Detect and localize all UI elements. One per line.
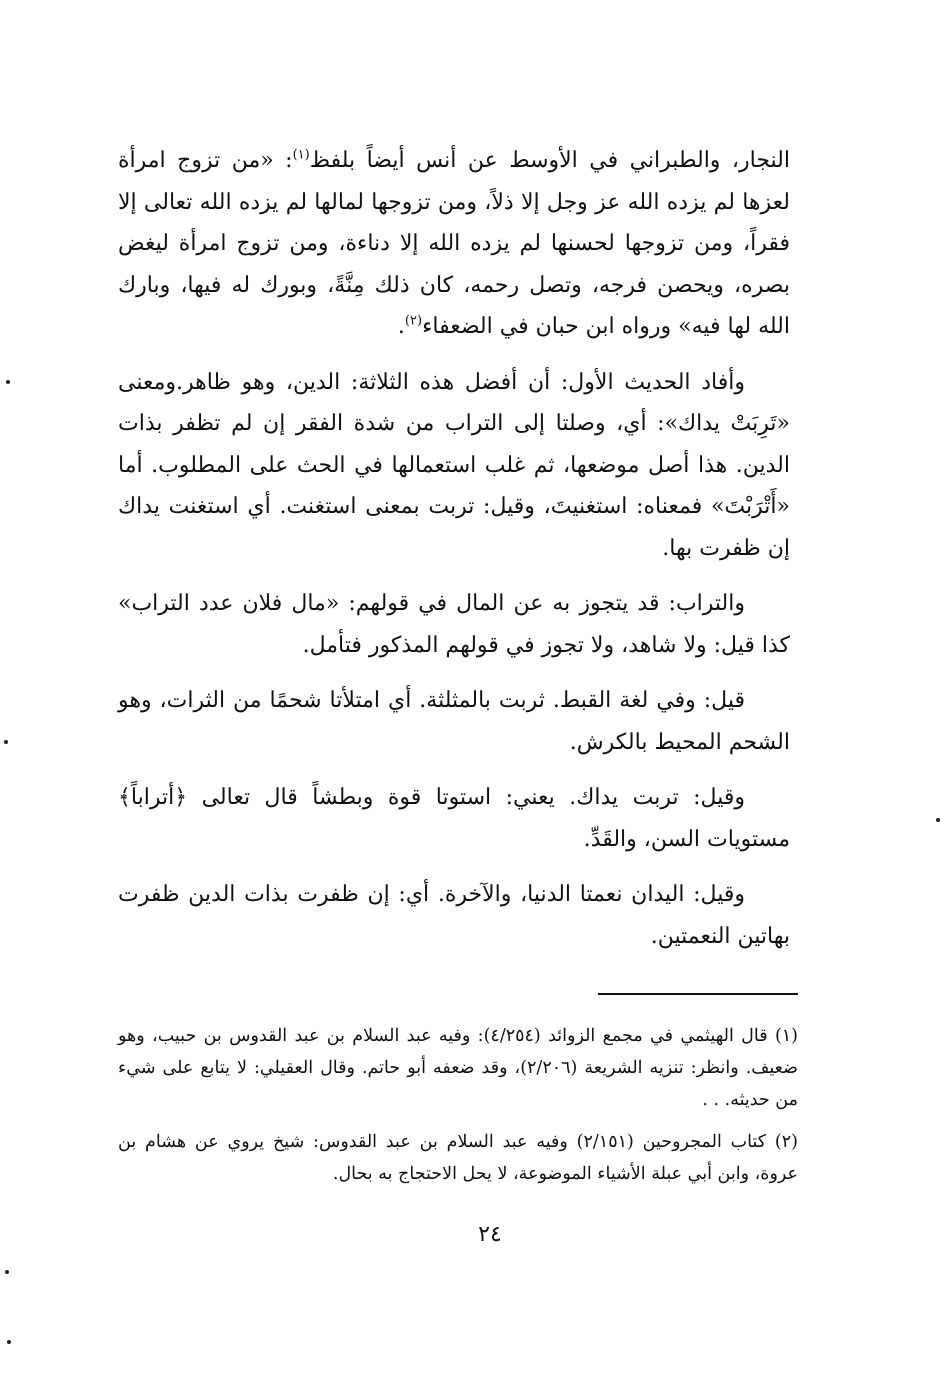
paragraph-1-text-b: : «من تزوج امرأة لعزها لم يزده الله عز وجل إلا ذلاً، ومن تزوجها لمالها لم يزده الله تعالى إلا فقراً، ومن تزوجها لحسنها لم يزده الله إلا دناءة، ومن تزوج امرأة ليغض بصره، ويحصن فرجه، وتصل رحمه، كان ذلك مِنَّةً، وبورك له فيها، وبارك الله لها فيه» ورواه ابن حبان في الضعفاء [118, 148, 790, 339]
footnote-2-number: (٢) [774, 1132, 798, 1152]
paragraph-4: قيل: وفي لغة القبط. ثربت بالمثلثة. أي امتلأتا شحمًا من الثرات، وهو الشحم المحيط بالكرش. [118, 688, 790, 755]
footnote-1-text: قال الهيثمي في مجمع الزوائد (٤/٢٥٤): وفيه عبد السلام بن عبد القدوس بن حبيب، وهو ضعيف. وانظر: تنزيه الشريعة (٢/٢٠٦)، وقد ضعفه أبو حاتم. وقال العقيلي: لا يتابع على شيء من حديثه. . . [118, 1026, 798, 1110]
footnote-1-number: (١) [774, 1026, 798, 1046]
paragraph-1-text-end: . [397, 314, 405, 339]
footnote-2 [118, 1126, 798, 1190]
paragraph-1-text-a: النجار، والطبراني في الأوسط عن أنس أيضاً بلفظ [309, 148, 790, 173]
scan-speck [6, 380, 10, 384]
main-text [118, 140, 790, 957]
footnotes [118, 1020, 798, 1200]
page-number: ٢٤ [478, 1222, 502, 1247]
scan-speck [4, 740, 8, 744]
footnote-separator [598, 993, 798, 995]
paragraph-6: وقيل: اليدان نعمتا الدنيا، والآخرة. أي: إن ظفرت بذات الدين ظفرت بهاتين النعمتين. [118, 882, 790, 949]
footnote-1 [118, 1020, 798, 1116]
scan-speck [5, 1270, 9, 1274]
scan-speck [936, 818, 940, 822]
footnote-2-text: كتاب المجروحين (٢/١٥١) وفيه عبد السلام بن عبد القدوس: شيخ يروي عن هشام بن عروة، وابن أبي عبلة الأشياء الموضوعة، لا يحل الاحتجاج به بحال. [118, 1132, 798, 1184]
footnote-ref-1[interactable]: (١) [292, 147, 310, 163]
footnote-ref-2[interactable]: (٢) [404, 313, 423, 329]
paragraph-3: والتراب: قد يتجوز به عن المال في قولهم: «مال فلان عدد التراب» كذا قيل: ولا شاهد، ولا تجوز في قولهم المذكور فتأمل. [118, 591, 790, 658]
paragraph-1 [118, 140, 790, 348]
paragraph-2: وأفاد الحديث الأول: أن أفضل هذه الثلاثة: الدين، وهو ظاهر.ومعنى «تَرِبَتْ يداك»: أي، وصلتا إلى التراب من شدة الفقر إن لم تظفر بذات الدين. هذا أصل موضعها، ثم غلب استعمالها في الحث على المطلوب. أما «أَتْرَبْتَ» فمعناه: استغنيتَ، وقيل: تربت بمعنى استغنت. أي استغنت يداك إن ظفرت بها. [118, 369, 790, 561]
scan-speck [7, 1340, 11, 1344]
paragraph-5: وقيل: تربت يداك. يعني: استوتا قوة وبطشاً قال تعالى ﴿أتراباً﴾ مستويات السن، والقَدِّ. [118, 785, 790, 852]
